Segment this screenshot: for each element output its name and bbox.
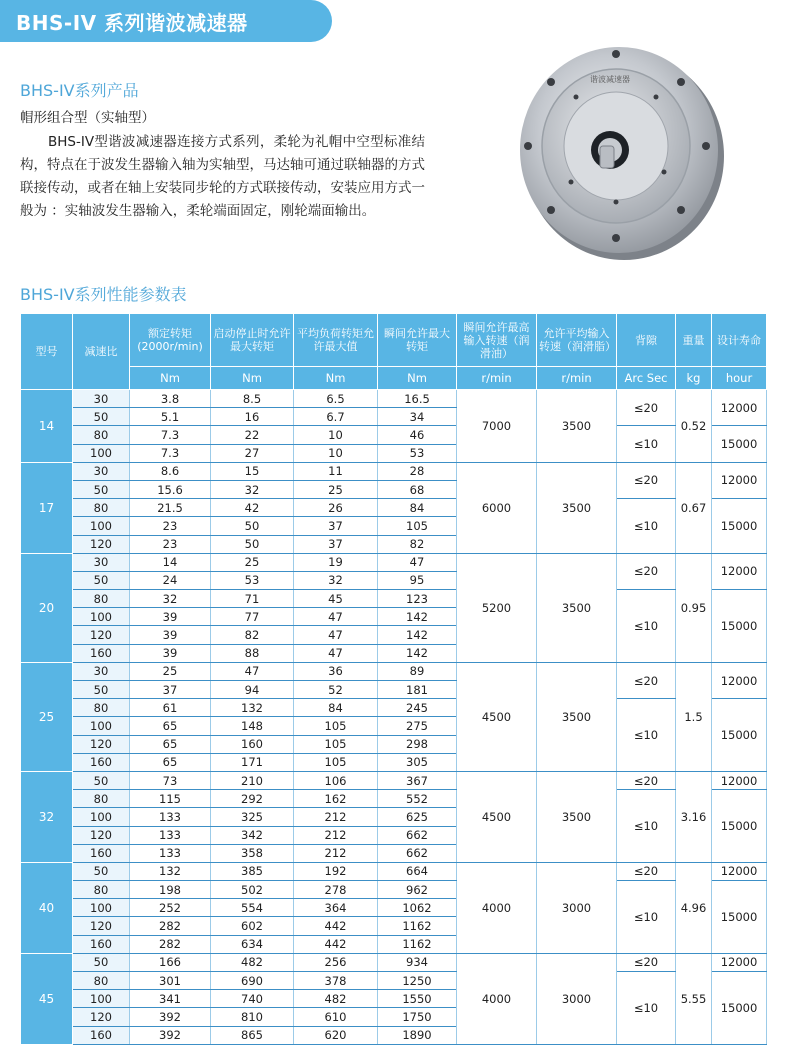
ratio-cell: 80 xyxy=(73,590,130,608)
momentary-torque-cell: 105 xyxy=(378,517,457,535)
start-stop-torque-cell: 27 xyxy=(211,444,294,462)
rated-torque-cell: 65 xyxy=(130,735,211,753)
header-momentary-torque: 瞬间允许最大转矩 xyxy=(378,314,457,367)
rated-torque-cell: 133 xyxy=(130,844,211,862)
ratio-cell: 80 xyxy=(73,790,130,808)
start-stop-torque-cell: 15 xyxy=(211,462,294,480)
average-input-speed-cell: 3500 xyxy=(537,462,617,553)
banner-title: BHS-IV 系列谐波减速器 xyxy=(16,11,248,35)
momentary-torque-cell: 552 xyxy=(378,790,457,808)
average-load-torque-cell: 212 xyxy=(294,826,378,844)
header-max-input-speed: 瞬间允许最高输入转速（润滑油） xyxy=(457,314,537,367)
average-input-speed-cell: 3000 xyxy=(537,953,617,1044)
momentary-torque-cell: 1162 xyxy=(378,917,457,935)
average-load-torque-cell: 162 xyxy=(294,790,378,808)
rated-torque-cell: 282 xyxy=(130,917,211,935)
momentary-torque-cell: 625 xyxy=(378,808,457,826)
backlash-cell: ≤10 xyxy=(617,699,676,772)
average-load-torque-cell: 106 xyxy=(294,771,378,789)
ratio-cell: 160 xyxy=(73,935,130,953)
weight-cell: 4.96 xyxy=(676,862,712,953)
design-life-cell: 12000 xyxy=(712,390,767,426)
rated-torque-cell: 25 xyxy=(130,662,211,680)
start-stop-torque-cell: 634 xyxy=(211,935,294,953)
unit-cell: Arc Sec xyxy=(617,367,676,390)
momentary-torque-cell: 47 xyxy=(378,553,457,571)
design-life-cell: 12000 xyxy=(712,953,767,971)
ratio-cell: 30 xyxy=(73,390,130,408)
type-title: 帽形组合型（实轴型） xyxy=(20,110,155,126)
start-stop-torque-cell: 865 xyxy=(211,1026,294,1044)
ratio-cell: 50 xyxy=(73,571,130,589)
backlash-cell: ≤20 xyxy=(617,390,676,426)
momentary-torque-cell: 298 xyxy=(378,735,457,753)
product-image xyxy=(516,42,726,262)
rated-torque-cell: 32 xyxy=(130,590,211,608)
ratio-cell: 50 xyxy=(73,480,130,498)
momentary-torque-cell: 1062 xyxy=(378,899,457,917)
product-description: BHS-IV型谐波减速器连接方式系列，柔轮为礼帽中空型标准结构，特点在于波发生器输入轴为实轴型，马达轴可通过联轴器的方式联接传动，或者在轴上安装同步轮的方式联接传动，安装应用方式一般为 ：实轴波发生器输入，柔轮端面固定，刚轮端面输出。 xyxy=(20,134,425,219)
table-row xyxy=(21,862,767,880)
ratio-cell: 100 xyxy=(73,517,130,535)
average-load-torque-cell: 37 xyxy=(294,517,378,535)
model-cell: 32 xyxy=(21,771,73,862)
momentary-torque-cell: 245 xyxy=(378,699,457,717)
units-row xyxy=(21,367,767,390)
unit-cell: Nm xyxy=(378,367,457,390)
average-load-torque-cell: 6.7 xyxy=(294,408,378,426)
momentary-torque-cell: 367 xyxy=(378,771,457,789)
rated-torque-cell: 5.1 xyxy=(130,408,211,426)
ratio-cell: 50 xyxy=(73,953,130,971)
momentary-torque-cell: 662 xyxy=(378,844,457,862)
rated-torque-cell: 65 xyxy=(130,753,211,771)
product-engraving: 谐波减速器 xyxy=(590,75,630,84)
momentary-torque-cell: 28 xyxy=(378,462,457,480)
ratio-cell: 80 xyxy=(73,699,130,717)
rated-torque-cell: 21.5 xyxy=(130,499,211,517)
ratio-cell: 100 xyxy=(73,899,130,917)
weight-cell: 0.67 xyxy=(676,462,712,553)
momentary-torque-cell: 662 xyxy=(378,826,457,844)
max-input-speed-cell: 5200 xyxy=(457,553,537,662)
model-cell: 14 xyxy=(21,390,73,463)
header-start-stop-torque: 启动停止时允许最大转矩 xyxy=(211,314,294,367)
average-load-torque-cell: 212 xyxy=(294,808,378,826)
start-stop-torque-cell: 50 xyxy=(211,535,294,553)
design-life-cell: 12000 xyxy=(712,771,767,789)
backlash-cell: ≤20 xyxy=(617,953,676,971)
average-load-torque-cell: 105 xyxy=(294,717,378,735)
unit-cell: r/min xyxy=(537,367,617,390)
rated-torque-cell: 23 xyxy=(130,535,211,553)
average-load-torque-cell: 212 xyxy=(294,844,378,862)
start-stop-torque-cell: 82 xyxy=(211,626,294,644)
design-life-cell: 15000 xyxy=(712,881,767,954)
backlash-cell: ≤20 xyxy=(617,662,676,698)
table-row xyxy=(21,462,767,480)
rated-torque-cell: 282 xyxy=(130,935,211,953)
ratio-cell: 50 xyxy=(73,771,130,789)
ratio-cell: 30 xyxy=(73,462,130,480)
rated-torque-cell: 133 xyxy=(130,808,211,826)
backlash-cell: ≤20 xyxy=(617,862,676,880)
start-stop-torque-cell: 690 xyxy=(211,972,294,990)
momentary-torque-cell: 305 xyxy=(378,753,457,771)
rated-torque-cell: 132 xyxy=(130,862,211,880)
momentary-torque-cell: 68 xyxy=(378,480,457,498)
momentary-torque-cell: 142 xyxy=(378,644,457,662)
start-stop-torque-cell: 25 xyxy=(211,553,294,571)
backlash-cell: ≤20 xyxy=(617,462,676,498)
ratio-cell: 80 xyxy=(73,881,130,899)
average-load-torque-cell: 442 xyxy=(294,935,378,953)
average-load-torque-cell: 11 xyxy=(294,462,378,480)
model-cell: 40 xyxy=(21,862,73,953)
ratio-cell: 120 xyxy=(73,535,130,553)
backlash-cell: ≤10 xyxy=(617,426,676,462)
start-stop-torque-cell: 160 xyxy=(211,735,294,753)
backlash-cell: ≤20 xyxy=(617,553,676,589)
design-life-cell: 12000 xyxy=(712,462,767,498)
average-load-torque-cell: 364 xyxy=(294,899,378,917)
start-stop-torque-cell: 358 xyxy=(211,844,294,862)
start-stop-torque-cell: 325 xyxy=(211,808,294,826)
start-stop-torque-cell: 342 xyxy=(211,826,294,844)
ratio-cell: 100 xyxy=(73,717,130,735)
momentary-torque-cell: 84 xyxy=(378,499,457,517)
rated-torque-cell: 39 xyxy=(130,644,211,662)
table-row xyxy=(21,881,767,899)
rated-torque-cell: 252 xyxy=(130,899,211,917)
start-stop-torque-cell: 50 xyxy=(211,517,294,535)
momentary-torque-cell: 1890 xyxy=(378,1026,457,1044)
unit-cell: Nm xyxy=(130,367,211,390)
backlash-cell: ≤10 xyxy=(617,499,676,554)
average-load-torque-cell: 105 xyxy=(294,735,378,753)
momentary-torque-cell: 275 xyxy=(378,717,457,735)
start-stop-torque-cell: 132 xyxy=(211,699,294,717)
average-load-torque-cell: 25 xyxy=(294,480,378,498)
design-life-cell: 15000 xyxy=(712,499,767,554)
table-row xyxy=(21,771,767,789)
table-row xyxy=(21,662,767,680)
average-load-torque-cell: 32 xyxy=(294,571,378,589)
average-load-torque-cell: 192 xyxy=(294,862,378,880)
average-load-torque-cell: 84 xyxy=(294,699,378,717)
rated-torque-cell: 392 xyxy=(130,1008,211,1026)
rated-torque-cell: 166 xyxy=(130,953,211,971)
ratio-cell: 160 xyxy=(73,1026,130,1044)
start-stop-torque-cell: 77 xyxy=(211,608,294,626)
start-stop-torque-cell: 602 xyxy=(211,917,294,935)
rated-torque-cell: 39 xyxy=(130,626,211,644)
ratio-cell: 80 xyxy=(73,972,130,990)
average-load-torque-cell: 52 xyxy=(294,681,378,699)
ratio-cell: 120 xyxy=(73,826,130,844)
spec-table-body xyxy=(21,390,767,1045)
momentary-torque-cell: 962 xyxy=(378,881,457,899)
design-life-cell: 12000 xyxy=(712,662,767,698)
start-stop-torque-cell: 740 xyxy=(211,990,294,1008)
rated-torque-cell: 15.6 xyxy=(130,480,211,498)
ratio-cell: 160 xyxy=(73,644,130,662)
average-load-torque-cell: 378 xyxy=(294,972,378,990)
momentary-torque-cell: 34 xyxy=(378,408,457,426)
rated-torque-cell: 198 xyxy=(130,881,211,899)
ratio-cell: 100 xyxy=(73,608,130,626)
rated-torque-cell: 14 xyxy=(130,553,211,571)
average-load-torque-cell: 6.5 xyxy=(294,390,378,408)
start-stop-torque-cell: 148 xyxy=(211,717,294,735)
momentary-torque-cell: 82 xyxy=(378,535,457,553)
start-stop-torque-cell: 88 xyxy=(211,644,294,662)
ratio-cell: 100 xyxy=(73,990,130,1008)
momentary-torque-cell: 142 xyxy=(378,608,457,626)
start-stop-torque-cell: 47 xyxy=(211,662,294,680)
ratio-cell: 120 xyxy=(73,626,130,644)
design-life-cell: 15000 xyxy=(712,790,767,863)
weight-cell: 0.95 xyxy=(676,553,712,662)
max-input-speed-cell: 7000 xyxy=(457,390,537,463)
ratio-cell: 30 xyxy=(73,662,130,680)
start-stop-torque-cell: 385 xyxy=(211,862,294,880)
model-cell: 20 xyxy=(21,553,73,662)
max-input-speed-cell: 4500 xyxy=(457,662,537,771)
header-design-life: 设计寿命 xyxy=(712,314,767,367)
momentary-torque-cell: 89 xyxy=(378,662,457,680)
rated-torque-cell: 8.6 xyxy=(130,462,211,480)
rated-torque-cell: 73 xyxy=(130,771,211,789)
table-row xyxy=(21,972,767,990)
start-stop-torque-cell: 16 xyxy=(211,408,294,426)
average-load-torque-cell: 442 xyxy=(294,917,378,935)
section-title: BHS-IV系列产品 xyxy=(20,81,139,100)
ratio-cell: 160 xyxy=(73,844,130,862)
design-life-cell: 15000 xyxy=(712,972,767,1045)
model-cell: 25 xyxy=(21,662,73,771)
design-life-cell: 15000 xyxy=(712,426,767,462)
average-input-speed-cell: 3500 xyxy=(537,553,617,662)
weight-cell: 3.16 xyxy=(676,771,712,862)
backlash-cell: ≤20 xyxy=(617,771,676,789)
start-stop-torque-cell: 22 xyxy=(211,426,294,444)
start-stop-torque-cell: 482 xyxy=(211,953,294,971)
average-load-torque-cell: 47 xyxy=(294,644,378,662)
average-load-torque-cell: 19 xyxy=(294,553,378,571)
rated-torque-cell: 3.8 xyxy=(130,390,211,408)
momentary-torque-cell: 1550 xyxy=(378,990,457,1008)
average-input-speed-cell: 3500 xyxy=(537,662,617,771)
header-backlash: 背隙 xyxy=(617,314,676,367)
design-life-cell: 12000 xyxy=(712,553,767,589)
ratio-cell: 120 xyxy=(73,1008,130,1026)
table-row xyxy=(21,699,767,717)
backlash-cell: ≤10 xyxy=(617,590,676,663)
average-input-speed-cell: 3000 xyxy=(537,862,617,953)
max-input-speed-cell: 6000 xyxy=(457,462,537,553)
average-input-speed-cell: 3500 xyxy=(537,771,617,862)
rated-torque-cell: 392 xyxy=(130,1026,211,1044)
title-banner xyxy=(0,0,332,42)
start-stop-torque-cell: 171 xyxy=(211,753,294,771)
average-load-torque-cell: 256 xyxy=(294,953,378,971)
momentary-torque-cell: 53 xyxy=(378,444,457,462)
average-load-torque-cell: 620 xyxy=(294,1026,378,1044)
momentary-torque-cell: 142 xyxy=(378,626,457,644)
rated-torque-cell: 37 xyxy=(130,681,211,699)
table-row xyxy=(21,426,767,444)
table-title: BHS-IV系列性能参数表 xyxy=(20,285,187,304)
design-life-cell: 15000 xyxy=(712,699,767,772)
ratio-cell: 50 xyxy=(73,862,130,880)
start-stop-torque-cell: 8.5 xyxy=(211,390,294,408)
average-load-torque-cell: 47 xyxy=(294,608,378,626)
momentary-torque-cell: 1162 xyxy=(378,935,457,953)
unit-cell: Nm xyxy=(294,367,378,390)
momentary-torque-cell: 16.5 xyxy=(378,390,457,408)
rated-torque-cell: 65 xyxy=(130,717,211,735)
ratio-cell: 120 xyxy=(73,735,130,753)
header-row xyxy=(21,314,767,367)
momentary-torque-cell: 181 xyxy=(378,681,457,699)
unit-cell: r/min xyxy=(457,367,537,390)
start-stop-torque-cell: 53 xyxy=(211,571,294,589)
weight-cell: 0.52 xyxy=(676,390,712,463)
max-input-speed-cell: 4000 xyxy=(457,862,537,953)
ratio-cell: 50 xyxy=(73,408,130,426)
ratio-cell: 30 xyxy=(73,553,130,571)
weight-cell: 5.55 xyxy=(676,953,712,1044)
momentary-torque-cell: 664 xyxy=(378,862,457,880)
header-average-input-speed: 允许平均输入转速（润滑脂） xyxy=(537,314,617,367)
backlash-cell: ≤10 xyxy=(617,881,676,954)
design-life-cell: 15000 xyxy=(712,590,767,663)
max-input-speed-cell: 4000 xyxy=(457,953,537,1044)
average-load-torque-cell: 105 xyxy=(294,753,378,771)
ratio-cell: 120 xyxy=(73,917,130,935)
ratio-cell: 100 xyxy=(73,808,130,826)
ratio-cell: 160 xyxy=(73,753,130,771)
rated-torque-cell: 7.3 xyxy=(130,426,211,444)
ratio-cell: 80 xyxy=(73,499,130,517)
table-row xyxy=(21,953,767,971)
rated-torque-cell: 7.3 xyxy=(130,444,211,462)
momentary-torque-cell: 1750 xyxy=(378,1008,457,1026)
average-load-torque-cell: 26 xyxy=(294,499,378,517)
momentary-torque-cell: 934 xyxy=(378,953,457,971)
model-cell: 45 xyxy=(21,953,73,1044)
average-load-torque-cell: 37 xyxy=(294,535,378,553)
start-stop-torque-cell: 32 xyxy=(211,480,294,498)
backlash-cell: ≤10 xyxy=(617,972,676,1045)
momentary-torque-cell: 95 xyxy=(378,571,457,589)
header-rated-torque: 额定转矩 (2000r/min) xyxy=(130,314,211,367)
start-stop-torque-cell: 42 xyxy=(211,499,294,517)
unit-cell: kg xyxy=(676,367,712,390)
average-input-speed-cell: 3500 xyxy=(537,390,617,463)
table-row xyxy=(21,390,767,408)
momentary-torque-cell: 123 xyxy=(378,590,457,608)
average-load-torque-cell: 10 xyxy=(294,426,378,444)
average-load-torque-cell: 45 xyxy=(294,590,378,608)
ratio-cell: 50 xyxy=(73,681,130,699)
table-row xyxy=(21,590,767,608)
average-load-torque-cell: 36 xyxy=(294,662,378,680)
start-stop-torque-cell: 71 xyxy=(211,590,294,608)
ratio-cell: 80 xyxy=(73,426,130,444)
momentary-torque-cell: 46 xyxy=(378,426,457,444)
rated-torque-cell: 341 xyxy=(130,990,211,1008)
unit-cell: Nm xyxy=(211,367,294,390)
average-load-torque-cell: 278 xyxy=(294,881,378,899)
model-cell: 17 xyxy=(21,462,73,553)
momentary-torque-cell: 1250 xyxy=(378,972,457,990)
rated-torque-cell: 115 xyxy=(130,790,211,808)
start-stop-torque-cell: 210 xyxy=(211,771,294,789)
rated-torque-cell: 61 xyxy=(130,699,211,717)
rated-torque-cell: 133 xyxy=(130,826,211,844)
weight-cell: 1.5 xyxy=(676,662,712,771)
rated-torque-cell: 39 xyxy=(130,608,211,626)
header-average-load-torque: 平均负荷转矩允许最大值 xyxy=(294,314,378,367)
header-ratio: 减速比 xyxy=(73,314,130,390)
start-stop-torque-cell: 94 xyxy=(211,681,294,699)
start-stop-torque-cell: 292 xyxy=(211,790,294,808)
average-load-torque-cell: 610 xyxy=(294,1008,378,1026)
rated-torque-cell: 301 xyxy=(130,972,211,990)
average-load-torque-cell: 10 xyxy=(294,444,378,462)
table-row xyxy=(21,553,767,571)
start-stop-torque-cell: 810 xyxy=(211,1008,294,1026)
table-row xyxy=(21,499,767,517)
backlash-cell: ≤10 xyxy=(617,790,676,863)
max-input-speed-cell: 4500 xyxy=(457,771,537,862)
start-stop-torque-cell: 554 xyxy=(211,899,294,917)
average-load-torque-cell: 47 xyxy=(294,626,378,644)
start-stop-torque-cell: 502 xyxy=(211,881,294,899)
unit-cell: hour xyxy=(712,367,767,390)
table-row xyxy=(21,790,767,808)
spec-table xyxy=(20,313,767,1045)
ratio-cell: 100 xyxy=(73,444,130,462)
rated-torque-cell: 23 xyxy=(130,517,211,535)
header-weight: 重量 xyxy=(676,314,712,367)
average-load-torque-cell: 482 xyxy=(294,990,378,1008)
rated-torque-cell: 24 xyxy=(130,571,211,589)
design-life-cell: 12000 xyxy=(712,862,767,880)
header-model: 型号 xyxy=(21,314,73,390)
